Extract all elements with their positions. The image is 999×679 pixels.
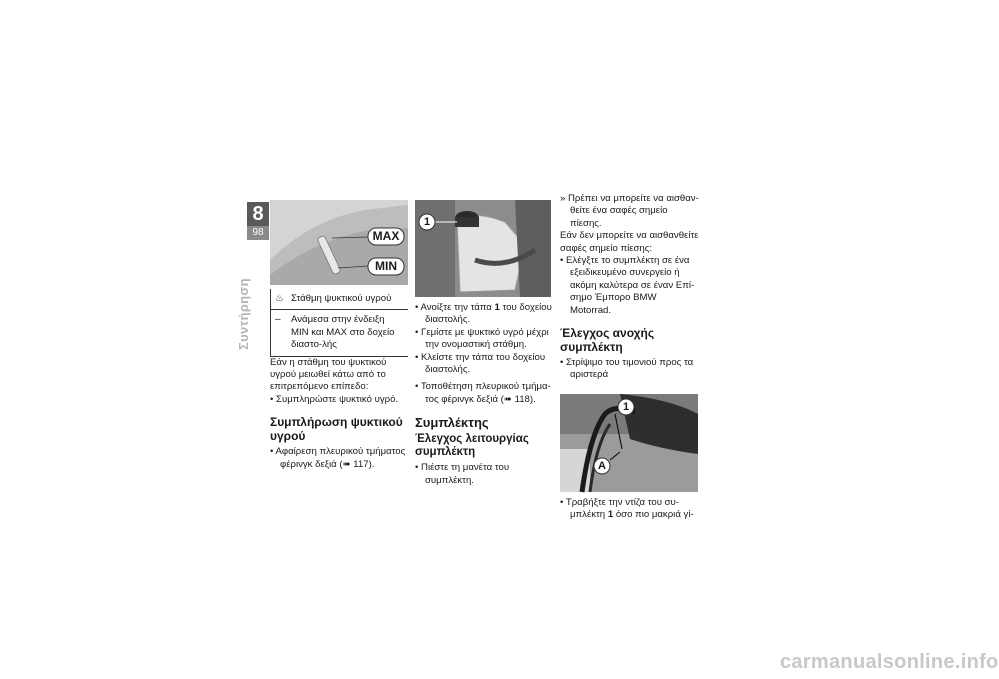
coolant-low-paragraph: Εάν η στάθμη του ψυκτικού υγρού μειωθεί κάτω από το επιτρεπόμενο επίπεδο: [270, 356, 387, 393]
column-2 [415, 200, 555, 487]
coolant-reservoir-photo [270, 200, 408, 285]
spec-title: Στάθμη ψυκτικού υγρού [291, 293, 392, 304]
spec-row-title [271, 289, 408, 309]
bullet-press-lever-text: Πιέστε τη μανέτα του συμπλέκτη. [421, 462, 510, 486]
section-heading-clutch: Συμπλέκτης [415, 415, 489, 431]
clutch-cable-photo [560, 394, 698, 492]
section-heading-top-up: Συμπλήρωση ψυκτικού υγρού [270, 415, 403, 444]
bullet-remove-fairing-text: Αφαίρεση πλευρικού τμήματος φέρινγκ δεξιά (➠ 117). [275, 446, 406, 470]
spec-value: Ανάμεσα στην ένδειξη MIN και MAX στο δοχείο διαστο-λής [291, 314, 395, 351]
bullet-close-cap-text: Κλείστε την τάπα του δοχείου διαστολής. [421, 351, 546, 376]
bullet-pull-cable-text-b: όσο πιο μακριά γί- [615, 509, 694, 521]
bullet-install-fairing-text: Τοποθέτηση πλευρικού τμήμα-τος φέρινγκ δεξιά (➠ 118). [420, 381, 551, 405]
bullet-pull-cable: • Τραβήξτε την ντίζα του συ-μπλέκτη 1 όσο πιο μακριά γί- [560, 496, 694, 521]
bullet-open-cap-number: 1 [494, 302, 500, 313]
bullet-check-workshop: • Ελέγξτε το συμπλέκτη σε ένα εξειδικευμένο συνεργείο ή ακόμη καλύτερα σε έναν Επί-σημο Έμπορο BMW Motorrad. [560, 255, 695, 316]
bullet-open-cap: • Ανοίξτε την τάπα 1 του δοχείου διαστολής. [415, 302, 552, 326]
result-pressure-point: » Πρέπει να μπορείτε να αισθαν-θείτε ένα σαφές σημείο πίεσης. [560, 193, 699, 229]
page-number: 98 [247, 226, 269, 240]
bullet-pull-cable-text-a: Τραβήξτε την ντίζα του συ-μπλέκτη [565, 496, 679, 521]
callout-cap: 1 [423, 216, 431, 228]
bullet-turn-handlebar-text: Στρίψιμο του τιμονιού προς τα αριστερά [566, 357, 694, 381]
bullet-top-up-text: Συμπληρώστε ψυκτικό υγρό. [276, 393, 399, 405]
bullet-top-up: • Συμπληρώστε ψυκτικό υγρό. [270, 393, 399, 405]
coolant-icon: ♨ [275, 293, 284, 304]
bullet-open-cap-text-b: του δοχείου διαστολής. [425, 302, 552, 326]
chapter-number: 8 [247, 202, 269, 226]
bullet-press-lever: • Πιέστε τη μανέτα του συμπλέκτη. [415, 462, 510, 486]
callout-cable: 1 [622, 400, 630, 413]
specification-box [270, 289, 408, 357]
bullet-open-cap-text-a: Ανοίξτε την τάπα [420, 302, 492, 313]
dash-marker: – [275, 314, 281, 326]
chapter-title: Συντήρηση [236, 278, 251, 350]
callout-a: A [598, 459, 606, 472]
expansion-tank-photo [415, 200, 551, 297]
bullet-check-workshop-text: Ελέγξτε το συμπλέκτη σε ένα εξειδικευμένο συνεργείο ή ακόμη καλύτερα σε έναν Επί-σημο Έμπορο BMW Motorrad. [566, 255, 695, 316]
column-3 [560, 193, 700, 522]
bullet-remove-fairing: • Αφαίρεση πλευρικού τμήματος φέρινγκ δεξιά (➠ 117). [270, 446, 406, 470]
watermark: carmanualsonline.info [780, 651, 999, 673]
section-heading-clutch-play: Έλεγχος ανοχής συμπλέκτη [560, 326, 655, 355]
bullet-fill-coolant: • Γεμίστε με ψυκτικό υγρό μέχρι την ονομαστική στάθμη. [415, 326, 549, 351]
column-1 [270, 200, 410, 471]
max-label: MAX [372, 229, 400, 243]
min-label: MIN [375, 259, 397, 273]
bullet-install-fairing: • Τοποθέτηση πλευρικού τμήμα-τος φέρινγκ δεξιά (➠ 118). [415, 381, 551, 405]
subheading-clutch-function: Έλεγχος λειτουργίας συμπλέκτη [415, 433, 529, 459]
bullet-close-cap: • Κλείστε την τάπα του δοχείου διαστολής. [415, 351, 546, 376]
bullet-fill-coolant-text: Γεμίστε με ψυκτικό υγρό μέχρι την ονομαστική στάθμη. [421, 326, 549, 351]
no-pressure-paragraph: Εάν δεν μπορείτε να αισθανθείτε σαφές σημείο πίεσης: [560, 230, 699, 254]
spec-row-value [271, 309, 408, 355]
bullet-turn-handlebar: • Στρίψιμο του τιμονιού προς τα αριστερά [560, 357, 694, 381]
bullet-pull-cable-number: 1 [607, 509, 614, 521]
expansion-tank-illustration [415, 200, 551, 297]
